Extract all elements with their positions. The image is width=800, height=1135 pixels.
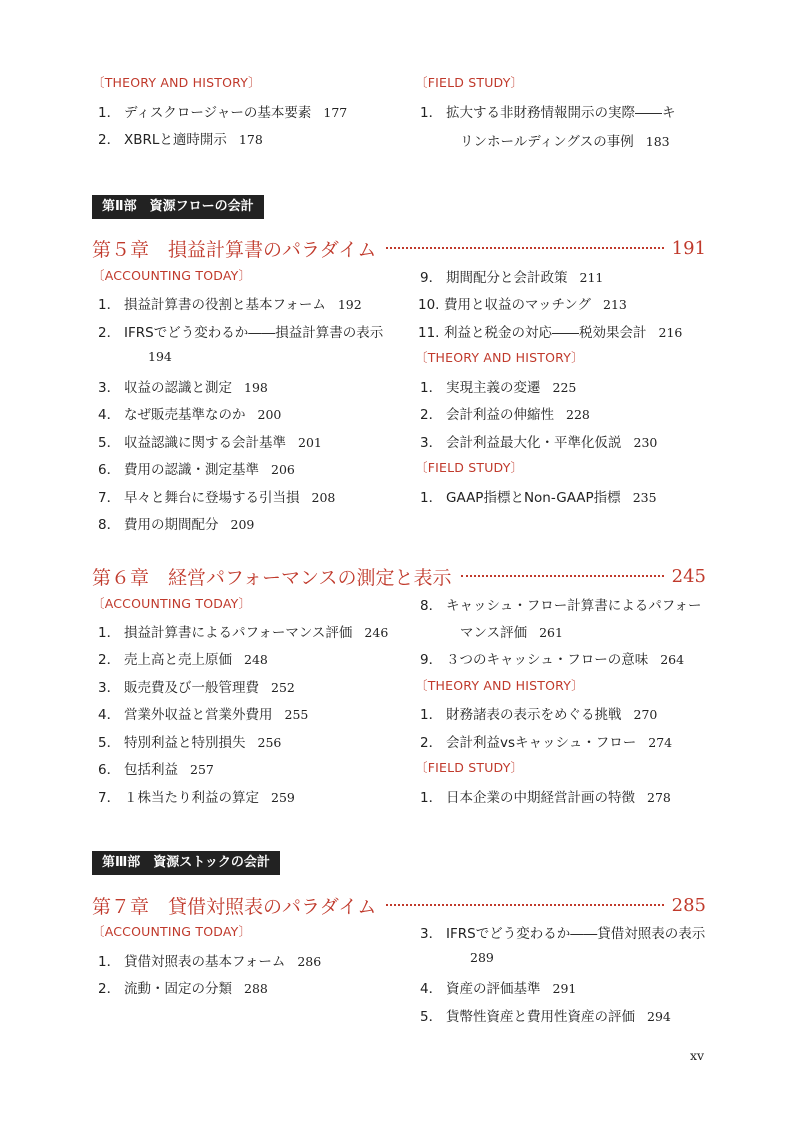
toc-entry[interactable]: 6． 費用の認識・測定基準 206 bbox=[98, 462, 295, 478]
chapter-page: 245 bbox=[671, 565, 706, 587]
toc-entry[interactable]: 7． １株当たり利益の算定 259 bbox=[98, 790, 295, 806]
section-header-field-study: 〔FIELD STUDY〕 bbox=[415, 460, 524, 475]
toc-entry[interactable]: 9． ３つのキャッシュ・フローの意味 264 bbox=[420, 652, 685, 668]
chapter-title: 第７章 貸借対照表のパラダイム bbox=[92, 895, 377, 918]
toc-entry[interactable]: 3． 会計利益最大化・平準化仮説 230 bbox=[420, 435, 658, 451]
toc-entry[interactable]: 2． 会計利益の伸縮性 228 bbox=[420, 407, 590, 423]
toc-entry[interactable]: 5． 収益認識に関する会計基準 201 bbox=[98, 435, 322, 451]
toc-entry[interactable]: 1． 実現主義の変遷 225 bbox=[420, 380, 577, 396]
toc-entry[interactable]: 7． 早々と舞台に登場する引当損 208 bbox=[98, 490, 336, 506]
toc-entry[interactable]: 1． 日本企業の中期経営計画の特徴 278 bbox=[420, 790, 671, 806]
toc-entry[interactable]: 2． IFRSでどう変わるか――損益計算書の表示 bbox=[98, 325, 384, 341]
section-header-theory-history: 〔THEORY AND HISTORY〕 bbox=[415, 678, 584, 693]
toc-entry[interactable]: 1． 損益計算書の役割と基本フォーム 192 bbox=[98, 297, 362, 313]
toc-entry-continuation[interactable]: マンス評価 261 bbox=[460, 625, 563, 641]
section-header-theory-history: 〔THEORY AND HISTORY〕 bbox=[92, 75, 261, 90]
toc-entry[interactable]: 1． 損益計算書によるパフォーマンス評価 246 bbox=[98, 625, 389, 641]
toc-entry[interactable]: 10. 費用と収益のマッチング 213 bbox=[418, 297, 627, 313]
chapter-title: 第６章 経営パフォーマンスの測定と表示 bbox=[92, 566, 452, 589]
toc-entry[interactable]: 9． 期間配分と会計政策 211 bbox=[420, 270, 604, 286]
chapter-heading[interactable] bbox=[92, 891, 706, 919]
section-header-theory-history: 〔THEORY AND HISTORY〕 bbox=[415, 350, 584, 365]
chapter-heading[interactable] bbox=[92, 562, 706, 590]
section-header-accounting-today: 〔ACCOUNTING TODAY〕 bbox=[92, 924, 252, 939]
toc-entry[interactable]: 2． 流動・固定の分類 288 bbox=[98, 981, 268, 997]
section-header-accounting-today: 〔ACCOUNTING TODAY〕 bbox=[92, 268, 252, 283]
toc-entry[interactable]: 1． 財務諸表の表示をめぐる挑戦 270 bbox=[420, 707, 658, 723]
section-header-field-study: 〔FIELD STUDY〕 bbox=[415, 75, 524, 90]
toc-entry[interactable]: 4． なぜ販売基準なのか 200 bbox=[98, 407, 282, 423]
leader-dots bbox=[386, 904, 663, 906]
toc-entry[interactable]: 3． IFRSでどう変わるか――貸借対照表の表示 bbox=[420, 926, 706, 942]
section-header-field-study: 〔FIELD STUDY〕 bbox=[415, 760, 524, 775]
toc-entry[interactable]: 4． 営業外収益と営業外費用 255 bbox=[98, 707, 309, 723]
toc-entry[interactable]: 8． 費用の期間配分 209 bbox=[98, 517, 255, 533]
toc-entry[interactable]: 3． 販売費及び一般管理費 252 bbox=[98, 680, 295, 696]
toc-entry[interactable]: 6． 包括利益 257 bbox=[98, 762, 214, 778]
toc-entry[interactable]: 3． 収益の認識と測定 198 bbox=[98, 380, 268, 396]
leader-dots bbox=[386, 247, 663, 249]
toc-entry[interactable]: 1． 拡大する非財務情報開示の実際――キ bbox=[420, 105, 676, 121]
chapter-heading[interactable] bbox=[92, 234, 706, 262]
section-header-accounting-today: 〔ACCOUNTING TODAY〕 bbox=[92, 596, 252, 611]
toc-entry[interactable]: 5． 特別利益と特別損失 256 bbox=[98, 735, 282, 751]
toc-entry[interactable]: 4． 資産の評価基準 291 bbox=[420, 981, 577, 997]
toc-entry[interactable]: 1． GAAP指標とNon-GAAP指標 235 bbox=[420, 490, 657, 506]
chapter-title: 第５章 損益計算書のパラダイム bbox=[92, 238, 377, 261]
toc-entry[interactable]: 8． キャッシュ・フロー計算書によるパフォー bbox=[420, 598, 702, 614]
toc-entry-continuation[interactable]: リンホールディングスの事例 183 bbox=[460, 134, 670, 150]
toc-entry[interactable]: 11. 利益と税金の対応――税効果会計 216 bbox=[418, 325, 683, 341]
part-heading: 第Ⅱ部 資源フローの会計 bbox=[92, 195, 264, 219]
page-number: xv bbox=[690, 1048, 705, 1063]
chapter-page: 191 bbox=[671, 237, 706, 259]
leader-dots bbox=[461, 575, 663, 577]
toc-entry[interactable]: 2． 会計利益vsキャッシュ・フロー 274 bbox=[420, 735, 673, 751]
toc-entry[interactable]: 2． 売上高と売上原価 248 bbox=[98, 652, 268, 668]
part-heading: 第Ⅲ部 資源ストックの会計 bbox=[92, 851, 280, 875]
toc-entry[interactable]: 2． XBRLと適時開示 178 bbox=[98, 132, 263, 148]
toc-entry[interactable]: 5． 貨幣性資産と費用性資産の評価 294 bbox=[420, 1009, 671, 1025]
toc-entry[interactable]: 1． 貸借対照表の基本フォーム 286 bbox=[98, 954, 322, 970]
toc-entry-continuation[interactable]: 289 bbox=[470, 950, 494, 965]
toc-entry-continuation[interactable]: 194 bbox=[148, 349, 172, 364]
toc-entry[interactable]: 1． ディスクロージャーの基本要素 177 bbox=[98, 105, 348, 121]
chapter-page: 285 bbox=[671, 894, 706, 916]
